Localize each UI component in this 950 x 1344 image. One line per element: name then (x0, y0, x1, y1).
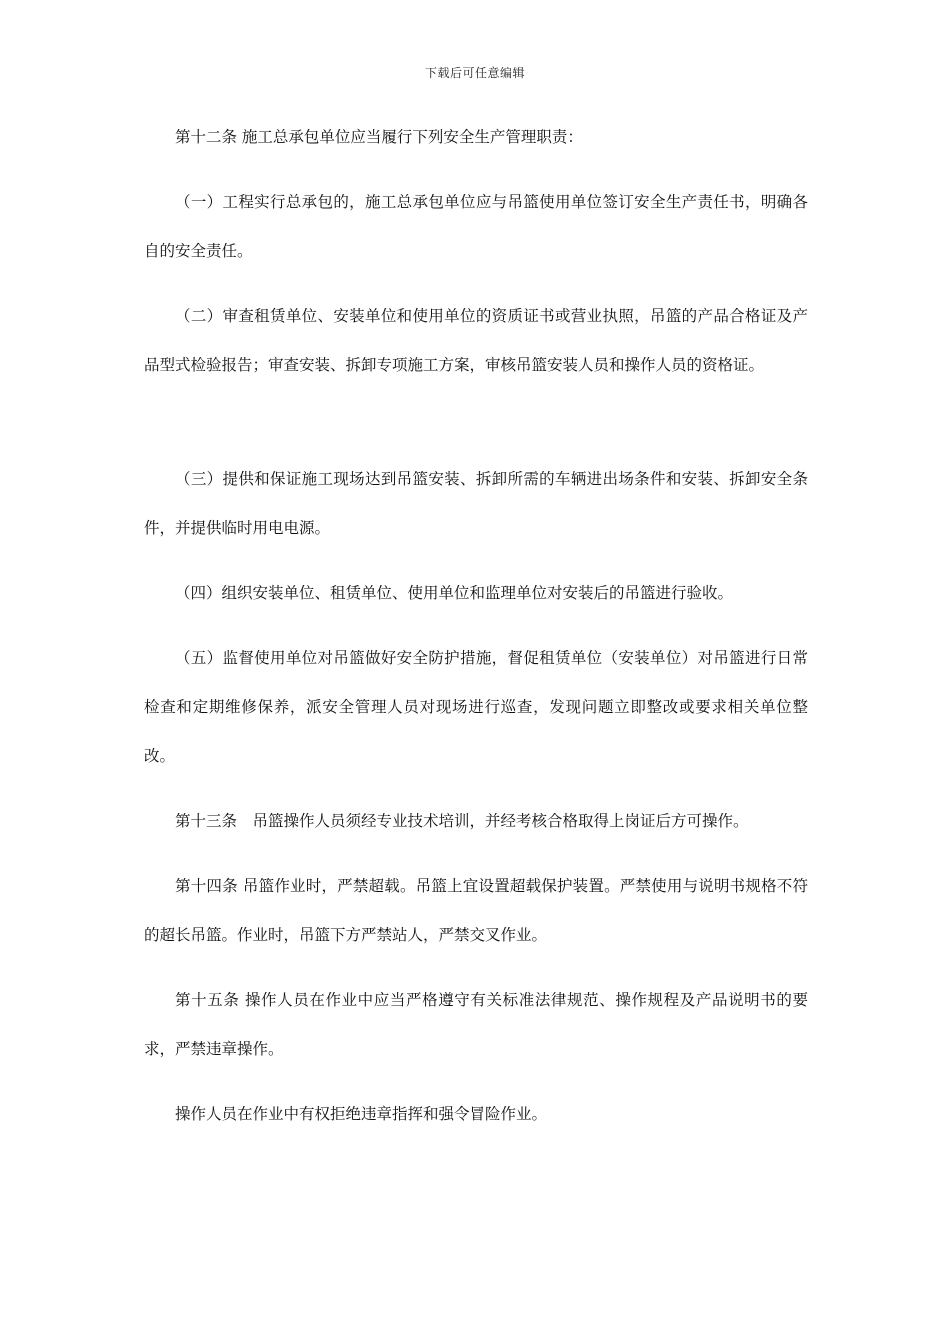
clause-3: （三）提供和保证施工现场达到吊篮安装、拆卸所需的车辆进出场条件和安装、拆卸安全条件，并提供临时用电电源。 (144, 470, 808, 537)
article-13: 第十三条 吊篮操作人员须经专业技术培训，并经考核合格取得上岗证后方可操作。 (175, 812, 749, 830)
article-15: 第十五条 操作人员在作业中应当严格遵守有关标准法律规范、操作规程及产品说明书的要求，严禁违章操作。 (144, 991, 808, 1058)
clause-4: （四）组织安装单位、租赁单位、使用单位和监理单位对安装后的吊篮进行验收。 (175, 584, 734, 602)
page-header: 下载后可任意编辑 (424, 66, 525, 80)
clause-1: （一）工程实行总承包的，施工总承包单位应与吊篮使用单位签订安全生产责任书，明确各自的安全责任。 (144, 193, 808, 260)
operator-rights: 操作人员在作业中有权拒绝违章指挥和强令冒险作业。 (175, 1105, 548, 1123)
clause-2: （二）审查租赁单位、安装单位和使用单位的资质证书或营业执照，吊篮的产品合格证及产品型式检验报告；审查安装、拆卸专项施工方案，审核吊篮安装人员和操作人员的资格证。 (144, 307, 808, 374)
article-14: 第十四条 吊篮作业时，严禁超载。吊篮上宜设置超载保护装置。严禁使用与说明书规格不符的超长吊篮。作业时，吊篮下方严禁站人，严禁交叉作业。 (144, 877, 808, 944)
clause-5: （五）监督使用单位对吊篮做好安全防护措施，督促租赁单位（安装单位）对吊篮进行日常检查和定期维修保养，派安全管理人员对现场进行巡查，发现问题立即整改或要求相关单位整改。 (144, 649, 808, 765)
article-12-heading: 第十二条 施工总承包单位应当履行下列安全生产管理职责： (175, 128, 583, 146)
